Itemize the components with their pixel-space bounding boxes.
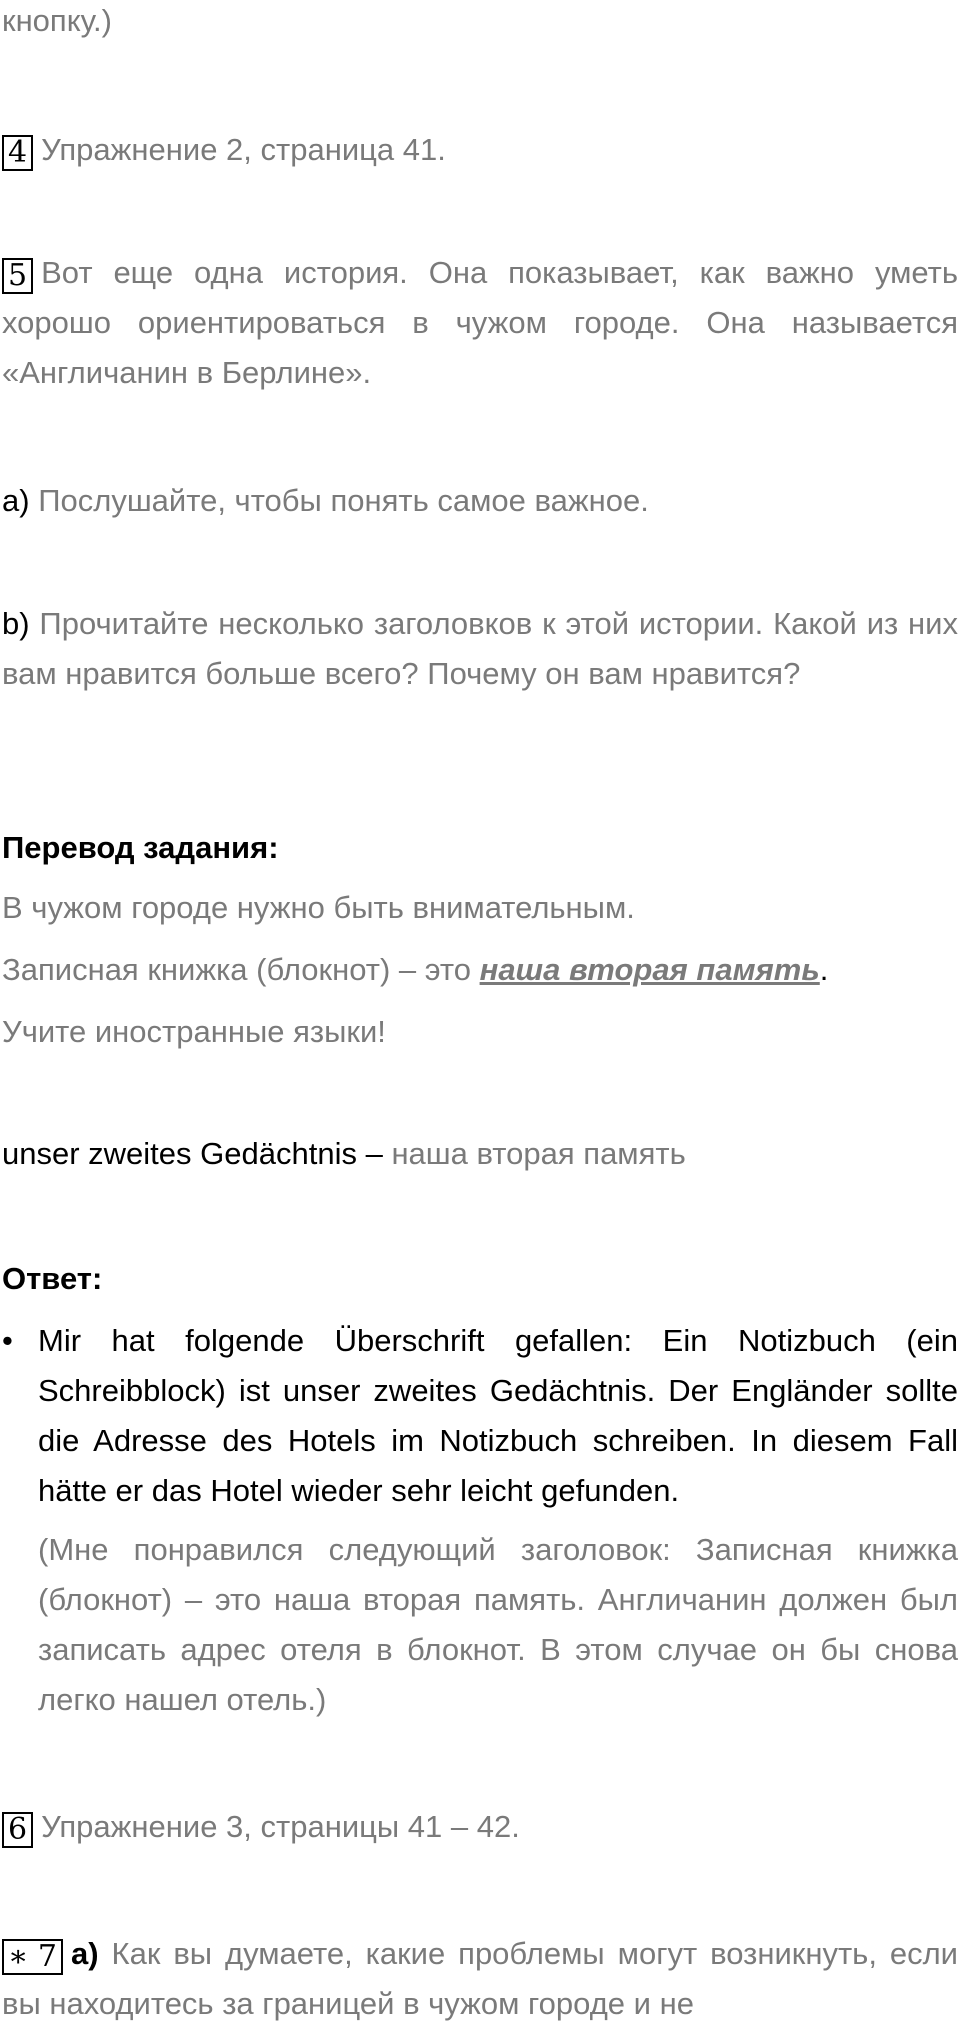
item-label-a: a) xyxy=(2,483,30,518)
top-fragment: кнопку.) xyxy=(2,3,112,38)
period: . xyxy=(819,952,829,987)
key-phrase: наша вторая память xyxy=(479,952,820,987)
answer-heading: Ответ: xyxy=(2,1261,103,1296)
vocabulary-line xyxy=(2,1129,958,1179)
exercise-number-box: ∗ 7 xyxy=(2,1939,63,1975)
translation-heading: Перевод задания: xyxy=(2,830,279,865)
translation-line-2-start: Записная книжка (блокнот) – это xyxy=(2,952,480,987)
bullet-marker: • xyxy=(2,1323,13,1358)
exercise-4 xyxy=(2,125,958,175)
answer-russian: (Мне понравился следующий заголовок: Записная книжка (блокнот) – это наша вторая память. Англичанин должен был записать адрес отеля в блокнот. В этом случае он бы снова легко нашел отель.) xyxy=(38,1532,958,1717)
exercise-5a xyxy=(2,476,958,526)
exercise-7-text: Как вы думаете, какие проблемы могут возникнуть, если вы находитесь за границей в чужом городе и не xyxy=(2,1936,958,2021)
vocab-term: unser zweites Gedächtnis – xyxy=(2,1136,383,1171)
translation-line-1: В чужом городе нужно быть внимательным. xyxy=(2,890,635,925)
exercise-4-text: Упражнение 2, страница 41. xyxy=(41,132,446,167)
exercise-5-text: Вот еще одна история. Она показывает, как важно уметь хорошо ориентироваться в чужом городе. Она называется «Англичанин в Берлине». xyxy=(2,255,958,390)
exercise-7 xyxy=(2,1929,958,2029)
exercise-6 xyxy=(2,1802,958,1852)
exercise-number-box: 5 xyxy=(2,258,33,294)
exercise-5a-text: Послушайте, чтобы понять самое важное. xyxy=(38,483,649,518)
translation-line-3: Учите иностранные языки! xyxy=(2,1014,386,1049)
exercise-5b xyxy=(2,599,958,699)
exercise-5b-text: Прочитайте несколько заголовков к этой истории. Какой из них вам нравится больше всего? Почему он вам нравится? xyxy=(2,606,958,691)
vocab-meaning: наша вторая память xyxy=(391,1136,686,1171)
translation-line-2 xyxy=(2,945,958,995)
item-label-a: a) xyxy=(71,1936,99,1971)
exercise-number-box: 6 xyxy=(2,1812,33,1848)
exercise-6-text: Упражнение 3, страницы 41 – 42. xyxy=(41,1809,520,1844)
answer-german: Mir hat folgende Überschrift gefallen: Ein Notizbuch (ein Schreibblock) ist unser zweites Gedächtnis. Der Engländer sollte die Adresse des Hotels im Notizbuch schreiben. In diesem Fall hätte er das Hotel wieder sehr leicht gefunden. xyxy=(38,1323,958,1508)
item-label-b: b) xyxy=(2,606,30,641)
exercise-number-box: 4 xyxy=(2,135,33,171)
exercise-5 xyxy=(2,248,958,398)
